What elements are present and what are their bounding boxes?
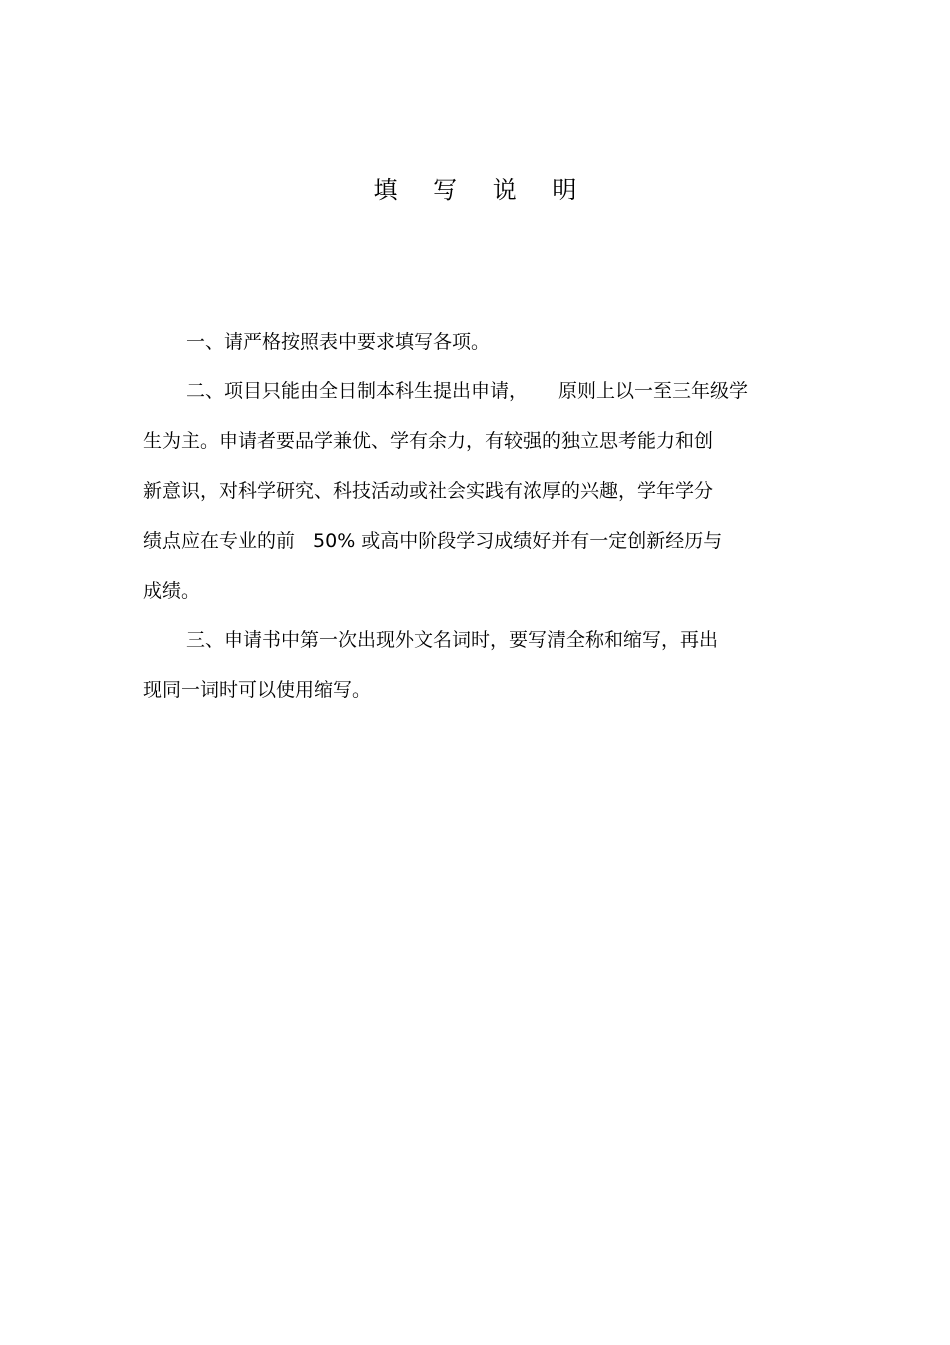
instruction-2-line-1b: 原则上以一至三年级学 bbox=[558, 380, 749, 402]
instruction-2-line-4 bbox=[143, 526, 722, 556]
instruction-2-line-1 bbox=[186, 376, 748, 406]
gpa-percentage: 50% bbox=[313, 530, 356, 552]
instruction-1: 一、请严格按照表中要求填写各项。 bbox=[186, 331, 491, 353]
instruction-2-line-3: 新意识，对科学研究、科技活动或社会实践有浓厚的兴趣，学年学分 bbox=[143, 480, 714, 502]
instruction-3-line-1: 三、申请书中第一次出现外文名词时，要写清全称和缩写，再出 bbox=[186, 629, 719, 651]
instruction-2-line-2: 生为主。申请者要品学兼优、学有余力，有较强的独立思考能力和创 bbox=[143, 430, 714, 452]
instruction-2-line-1a: 二、项目只能由全日制本科生提出申请， bbox=[186, 380, 529, 402]
instruction-2-line-4b: 或高中阶段学习成绩好并有一定创新经历与 bbox=[361, 530, 723, 552]
page-title: 填 写 说 明 bbox=[373, 176, 591, 204]
instruction-2-line-4a: 绩点应在专业的前 bbox=[143, 530, 296, 552]
instruction-2-line-5: 成绩。 bbox=[143, 580, 201, 602]
instruction-3-line-2: 现同一词时可以使用缩写。 bbox=[143, 679, 372, 701]
